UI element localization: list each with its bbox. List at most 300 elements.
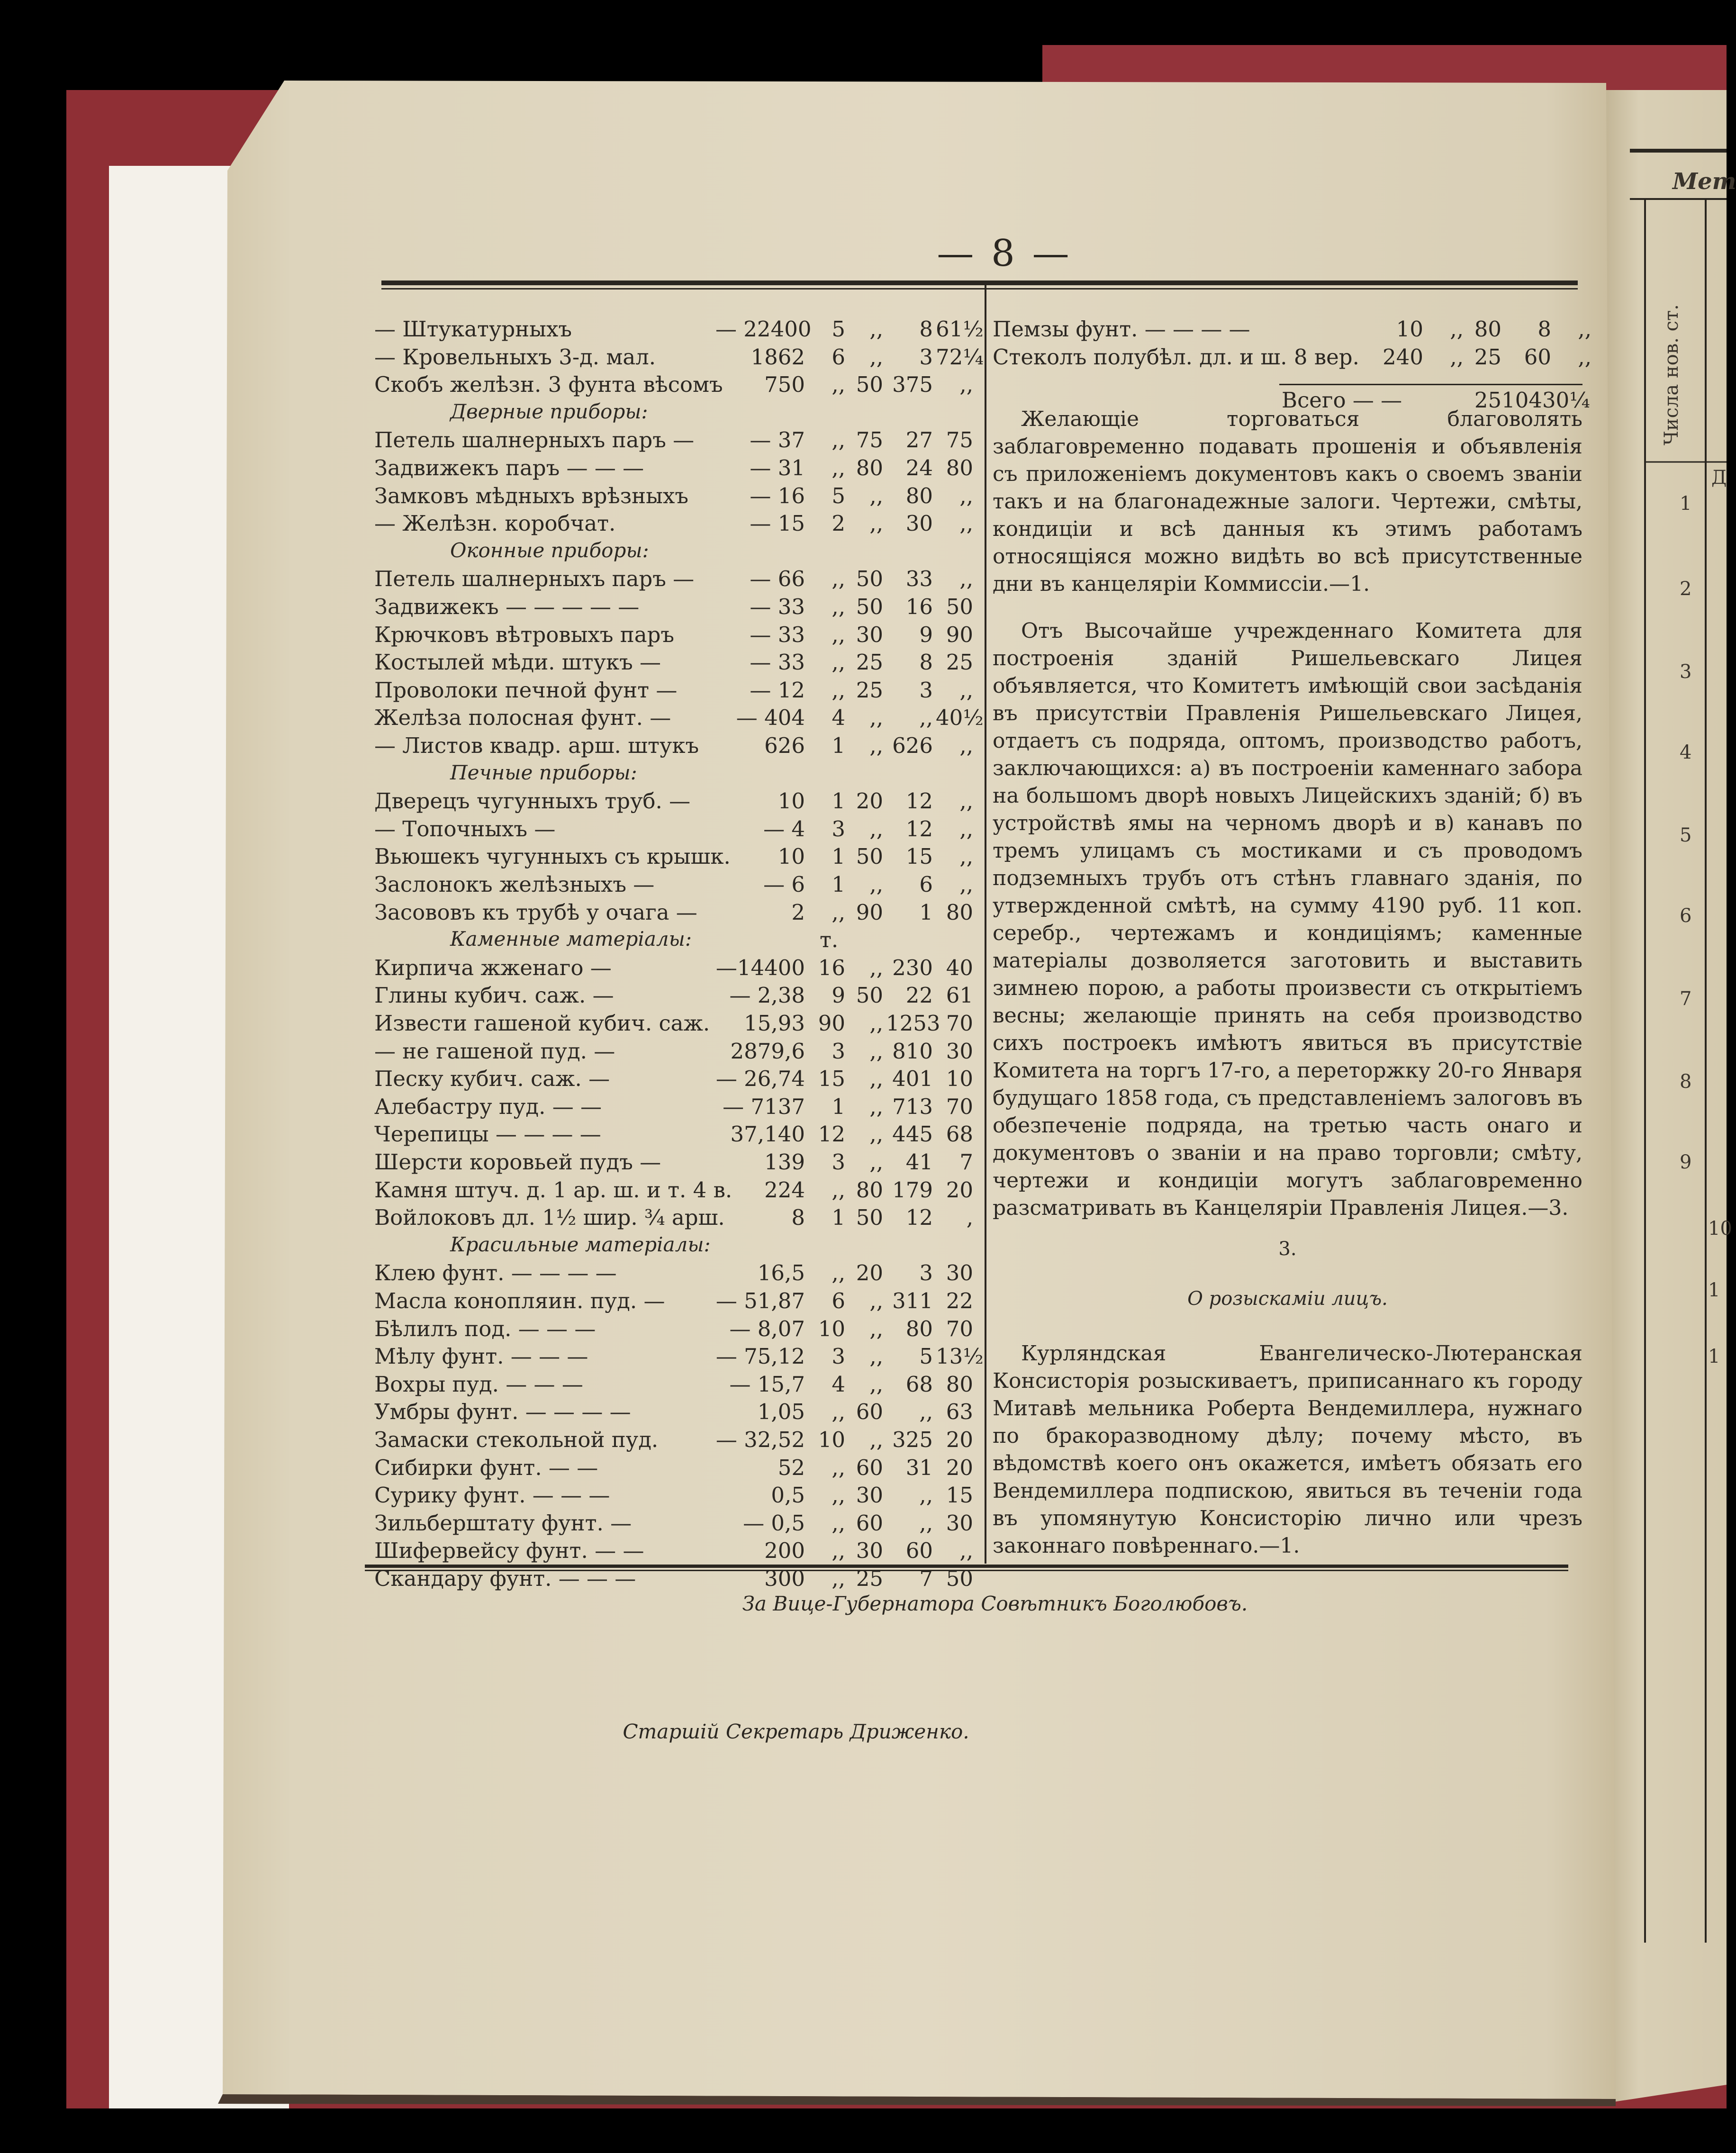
cell-kp: 60 <box>856 1399 883 1425</box>
cell-kp: 50 <box>856 844 883 869</box>
cell-sr: 33 <box>905 566 933 592</box>
cell-rb: 1 <box>832 1094 845 1119</box>
cell-sr: ,, <box>919 705 933 731</box>
item-name: Глины кубич. саж. — <box>374 983 614 1008</box>
cell-qty: — 31 <box>750 455 805 480</box>
cell-qty: 200 <box>764 1538 805 1564</box>
cell-rb: ,, <box>832 1455 845 1480</box>
next-page-row-number: 8 <box>1680 1071 1692 1093</box>
cell-sk: ,, <box>959 733 973 758</box>
item-name: Зильберштату фунт. — <box>374 1510 632 1536</box>
table-row <box>374 788 976 816</box>
cell-kp: ,, <box>869 1288 883 1313</box>
table-row <box>374 1122 976 1149</box>
cell-sr: 626 <box>892 733 933 758</box>
cell-sk: 15 <box>946 1483 973 1508</box>
cell-rb: 1 <box>832 1205 845 1230</box>
next-page-row-number: 10 <box>1708 1218 1732 1239</box>
cell-rb: ,, <box>1450 344 1464 370</box>
item-name: Войлоковъ дл. 1½ шир. ¾ арш. <box>374 1205 725 1230</box>
cell-kp: 50 <box>856 594 883 619</box>
item-name: — Топочныхъ — <box>374 816 556 841</box>
cell-qty: — 6 <box>763 872 805 897</box>
cell-sk: 80 <box>946 899 973 925</box>
next-page-row-number: 3 <box>1680 661 1692 683</box>
next-page-row-number: 9 <box>1680 1151 1692 1173</box>
cell-kp: ,, <box>869 872 883 897</box>
cell-sk: ,, <box>959 511 973 536</box>
table-row <box>374 1177 976 1205</box>
table-row <box>374 1205 976 1232</box>
cell-kp: 50 <box>856 566 883 592</box>
cell-sr: 80 <box>905 1316 933 1341</box>
cell-rb: ,, <box>832 566 845 592</box>
cell-rb: 90 <box>818 1011 845 1036</box>
cell-kp: 50 <box>856 983 883 1008</box>
item-name: Бѣлилъ под. — — — <box>374 1316 596 1341</box>
cell-rb: 1 <box>832 733 845 758</box>
next-page-header: Мет <box>1673 168 1736 195</box>
table-row <box>374 1372 976 1399</box>
cell-sr: 375 <box>892 372 933 398</box>
table-row <box>374 1066 976 1094</box>
cell-sr: 12 <box>905 816 933 841</box>
cell-qty: 10 <box>778 844 805 869</box>
cell-rb: 9 <box>832 983 845 1008</box>
cell-kp: 25 <box>856 677 883 703</box>
cell-sk: 61 <box>946 983 973 1008</box>
table-row <box>993 317 1591 344</box>
item-name: Умбры фунт. — — — — <box>374 1399 631 1425</box>
next-page-col-fragment: Д <box>1711 467 1727 488</box>
cell-rb: ,, <box>832 1260 845 1286</box>
total-label: Всего — — <box>1282 388 1402 413</box>
cell-rb: ,, <box>832 1510 845 1536</box>
table-row <box>374 705 984 733</box>
cell-sk: 70 <box>946 1094 973 1119</box>
unit-mark: т. <box>820 927 839 953</box>
cell-sr: 7 <box>919 1566 933 1591</box>
total-value: 25104 <box>1474 388 1542 413</box>
cell-qty: — 15,7 <box>729 1371 805 1397</box>
cell-qty: 37,140 <box>730 1122 805 1147</box>
cell-kp: ,, <box>869 733 883 758</box>
table-row <box>374 1039 976 1066</box>
cell-rb: 10 <box>818 1427 845 1452</box>
table-row <box>374 1260 976 1288</box>
cell-sr: 60 <box>1524 344 1551 370</box>
cell-rb: 6 <box>832 344 845 370</box>
item-name: Замковъ мѣдныхъ врѣзныхъ <box>374 483 688 508</box>
cell-kp: 50 <box>856 372 883 398</box>
cell-kp: 30 <box>856 1538 883 1564</box>
cell-qty: 2879,6 <box>730 1038 805 1064</box>
cell-sr: 5 <box>919 1344 933 1369</box>
cell-sr: 41 <box>905 1149 933 1175</box>
section-title: Оконные приборы: <box>450 538 649 562</box>
cell-rb: 4 <box>832 705 845 731</box>
cell-qty: 0,5 <box>771 1483 805 1508</box>
table-row <box>374 566 976 594</box>
table-row <box>374 1566 976 1593</box>
cell-sk: ,, <box>959 1538 973 1564</box>
notice-bidding-instructions: Желающіе торговаться благоволять заблаговременно подавать прошенія и объявленія съ приложеніемъ документовъ какъ о своемъ званіи такъ и на благонадежные залоги. Чертежи, смѣты, кондиціи и всѣ данныя къ этимъ работамъ относящіяся можно видѣть во всѣ присутственные дни въ канцеляріи Коммиссіи.—1. <box>993 407 1582 596</box>
table-row <box>374 955 976 983</box>
cell-sk: , <box>966 1205 973 1230</box>
cell-sr: 179 <box>892 1177 933 1203</box>
cell-sk: 25 <box>946 650 973 675</box>
cell-kp: ,, <box>869 1316 883 1341</box>
cell-sr: 401 <box>892 1066 933 1092</box>
cell-qty: — 66 <box>750 566 805 592</box>
table-row <box>374 983 976 1010</box>
cell-sr: ,, <box>919 1483 933 1508</box>
cell-qty: 52 <box>778 1455 805 1480</box>
item-name: Скобъ желѣзн. 3 фунта вѣсомъ <box>374 372 723 398</box>
cell-sr: 31 <box>905 1455 933 1480</box>
section-heading <box>374 400 976 427</box>
cell-sk: ,, <box>959 677 973 703</box>
cell-sk: ,, <box>959 788 973 814</box>
cell-qty: — 4 <box>763 816 805 841</box>
table-row <box>993 344 1591 372</box>
cell-rb: ,, <box>832 427 845 453</box>
cell-kp: ,, <box>869 1427 883 1452</box>
cell-rb: ,, <box>832 650 845 675</box>
cell-sk: ,, <box>1578 317 1591 342</box>
cell-rb: 1 <box>832 788 845 814</box>
item-name: Извести гашеной кубич. саж. <box>374 1011 710 1036</box>
item-name: Сибирки фунт. — — <box>374 1455 598 1480</box>
cell-kp: ,, <box>869 705 883 731</box>
cell-sr: ,, <box>919 1510 933 1536</box>
cell-qty: —14400 <box>715 955 805 980</box>
cell-sk: 80 <box>946 455 973 480</box>
cell-sr: 8 <box>919 317 933 342</box>
item-name: Стеколъ полубѣл. дл. и ш. 8 вер. <box>993 344 1359 370</box>
table-row <box>374 900 976 927</box>
table-row <box>374 1011 976 1038</box>
item-name: Кирпича жженаго — <box>374 955 612 980</box>
table-row <box>374 622 976 650</box>
table-row <box>374 1288 976 1316</box>
cell-sk: 22 <box>946 1288 973 1313</box>
cell-sr: ,, <box>919 1399 933 1425</box>
cell-sk: 75 <box>946 427 973 453</box>
cell-kp: 25 <box>856 1566 883 1591</box>
cell-rb: 3 <box>832 1149 845 1175</box>
item-name: Задвижекъ паръ — — — <box>374 455 644 480</box>
cell-qty: — 33 <box>750 622 805 647</box>
notice-richelieu-lyceum: Отъ Высочайше учрежденнаго Комитета для построенія зданій Ришельевскаго Лицея объявляется, что Комитетъ имѣющій свои засѣданія въ присутствіи Правленія Ришельевскаго Лицея, отдаетъ съ подряда, оптомъ, производство работъ, заключающихся: а) въ построеніи каменнаго забора на большомъ дворѣ новыхъ Лицейскихъ зданій; б) въ устройствѣ ямы на черномъ дворѣ и в) канавъ по тремъ улицамъ съ мостиками и съ проводомъ подземныхъ трубъ отъ стѣнъ главнаго зданія, по утвержденной смѣтѣ, на сумму 4190 руб. 11 коп. серебр., чертежамъ и кондиціямъ; каменные матеріалы дозволяется заготовить и выставить зимнею порою, а работы произвести съ открытіемъ весны; желающіе принять на себя производство сихъ построекъ имѣютъ явиться въ присутствіе Комитета на торгъ 17-го, а переторжку 20-го Января будущаго 1858 года, съ представленіемъ залоговъ въ обезпеченіе подряда, на третью часть онаго и документовъ о званіи и на право торговли; смѣту, чертежи и кондиціи могутъ заблаговременно разсматривать въ Канцеляріи Правленія Лицея.—3. <box>993 619 1582 1220</box>
section-heading <box>374 1233 976 1260</box>
cell-qty: — 12 <box>750 677 805 703</box>
section-title: Красильные матеріалы: <box>450 1232 711 1256</box>
section-title: Печные приборы: <box>450 760 637 784</box>
total-kop: 30¼ <box>1542 388 1590 413</box>
cell-qty: — 0,5 <box>743 1510 805 1536</box>
item-name: — Листов квадр. арш. штукъ <box>374 733 699 758</box>
cell-kp: 20 <box>856 788 883 814</box>
item-name: Клею фунт. — — — — <box>374 1260 617 1286</box>
cell-kp: ,, <box>869 1038 883 1064</box>
signature-secretary: Старшій Секретарь Дриженко. <box>623 1720 969 1743</box>
cell-sk: 40 <box>946 955 973 980</box>
section-heading <box>374 539 976 566</box>
cell-sk: ,, <box>959 566 973 592</box>
cell-sr: 12 <box>905 1205 933 1230</box>
cell-sr: 311 <box>892 1288 933 1313</box>
next-page-rotated-label: Числа нов. ст. <box>1661 304 1682 445</box>
top-thin-rule <box>381 288 1578 289</box>
next-page-row-number: 2 <box>1680 578 1692 600</box>
cell-sr: 16 <box>905 594 933 619</box>
cell-sk: 72¼ <box>936 344 984 370</box>
table-row <box>374 1455 976 1483</box>
cell-rb: ,, <box>832 1538 845 1564</box>
section-heading <box>374 927 976 955</box>
cell-qty: 224 <box>764 1177 805 1203</box>
cell-sk: 20 <box>946 1427 973 1452</box>
cell-sk: 50 <box>946 1566 973 1591</box>
cell-qty: — 15 <box>750 511 805 536</box>
table-row <box>374 1511 976 1538</box>
cell-qty: — 75,12 <box>715 1344 805 1369</box>
cell-kp: ,, <box>869 1371 883 1397</box>
cell-qty: — 33 <box>750 594 805 619</box>
table-row <box>374 816 976 844</box>
cell-qty: 750 <box>764 372 805 398</box>
table-row <box>374 1427 976 1455</box>
cell-kp: ,, <box>869 955 883 980</box>
item-name: Петель шалнерныхъ паръ — <box>374 427 695 453</box>
cell-sr: 27 <box>905 427 933 453</box>
cell-rb: ,, <box>832 1399 845 1425</box>
item-name: Скандару фунт. — — — <box>374 1566 636 1591</box>
item-name: Песку кубич. саж. — <box>374 1066 610 1092</box>
cell-sr: 9 <box>919 622 933 647</box>
cell-rb: ,, <box>832 1483 845 1508</box>
cell-sr: 8 <box>1537 317 1551 342</box>
item-name: Пемзы фунт. — — — — <box>993 317 1250 342</box>
cell-kp: 60 <box>856 1455 883 1480</box>
cell-qty: 8 <box>791 1205 805 1230</box>
next-page-row-number: 4 <box>1680 742 1692 763</box>
cell-rb: ,, <box>832 622 845 647</box>
cell-qty: 15,93 <box>744 1011 805 1036</box>
cell-qty: 300 <box>764 1566 805 1591</box>
table-row <box>374 1399 976 1427</box>
item-name: Мѣлу фунт. — — — <box>374 1344 588 1369</box>
table-row <box>374 317 984 344</box>
item-name: Проволоки печной фунт — <box>374 677 678 703</box>
cell-qty: 240 <box>1383 344 1423 370</box>
section-title: Дверные приборы: <box>450 399 648 423</box>
cell-sk: 7 <box>959 1149 973 1175</box>
cell-sk: 80 <box>946 1371 973 1397</box>
cell-sk: 20 <box>946 1177 973 1203</box>
cell-sr: 8 <box>919 650 933 675</box>
table-row <box>374 427 976 455</box>
item-name: Желѣза полосная фунт. — <box>374 705 671 731</box>
cell-kp: ,, <box>869 511 883 536</box>
cell-rb: 6 <box>832 1288 845 1313</box>
cell-qty: 626 <box>764 733 805 758</box>
table-row <box>374 1483 976 1510</box>
section-title-search-persons: О розыскаміи лицъ. <box>1187 1288 1388 1310</box>
cell-qty: 139 <box>764 1149 805 1175</box>
cell-qty: — 7137 <box>723 1094 805 1119</box>
cell-kp: 80 <box>1474 317 1501 342</box>
cell-sr: 6 <box>919 872 933 897</box>
table-row <box>374 594 976 622</box>
item-name: Замаски стекольной пуд. <box>374 1427 659 1452</box>
cell-sr: 713 <box>892 1094 933 1119</box>
cell-sk: 63 <box>946 1399 973 1425</box>
section-title: Каменные матеріалы: <box>450 927 692 951</box>
cell-sk: 70 <box>946 1316 973 1341</box>
cell-rb: ,, <box>832 594 845 619</box>
item-name: Задвижекъ — — — — — <box>374 594 640 619</box>
cell-sk: 90 <box>946 622 973 647</box>
cell-sr: 1 <box>919 899 933 925</box>
cell-rb: 5 <box>832 483 845 508</box>
cell-rb: 15 <box>818 1066 845 1092</box>
cell-sr: 68 <box>905 1371 933 1397</box>
cell-qty: — 33 <box>750 650 805 675</box>
page-number: — 8 — <box>937 232 1072 275</box>
cell-qty: — 404 <box>736 705 805 731</box>
cell-kp: ,, <box>869 1011 883 1036</box>
cell-qty: 10 <box>1396 317 1423 342</box>
item-name: Шерсти коровьей пудъ — <box>374 1149 661 1175</box>
cell-sr: 810 <box>892 1038 933 1064</box>
right-column <box>993 317 1591 1596</box>
table-row <box>374 1149 976 1177</box>
cell-sk: 40½ <box>936 705 984 731</box>
cell-kp: ,, <box>869 483 883 508</box>
item-name: Костылей мѣди. штукъ — <box>374 650 661 675</box>
cell-kp: ,, <box>869 1122 883 1147</box>
next-page-row-number: 7 <box>1680 988 1692 1010</box>
cell-rb: ,, <box>832 1566 845 1591</box>
cell-qty: — 22400 <box>715 317 812 342</box>
cell-kp: 90 <box>856 899 883 925</box>
table-row <box>374 872 976 899</box>
cell-qty: 16,5 <box>757 1260 805 1286</box>
cell-sr: 3 <box>919 344 933 370</box>
cell-kp: 75 <box>856 427 883 453</box>
cell-kp: ,, <box>869 1344 883 1369</box>
item-name: Засововъ къ трубѣ у очага — <box>374 899 697 925</box>
item-name: Черепицы — — — — <box>374 1122 601 1147</box>
cell-sr: 24 <box>905 455 933 480</box>
cell-rb: 5 <box>832 317 845 342</box>
cell-kp: ,, <box>869 317 883 342</box>
cell-rb: ,, <box>1450 317 1464 342</box>
cell-kp: 20 <box>856 1260 883 1286</box>
cell-rb: 4 <box>832 1371 845 1397</box>
cell-rb: 3 <box>832 816 845 841</box>
cell-qty: 1862 <box>750 344 805 370</box>
cell-kp: 25 <box>1474 344 1501 370</box>
cell-qty: — 26,74 <box>715 1066 805 1092</box>
cell-sr: 3 <box>919 677 933 703</box>
cell-sk: 30 <box>946 1510 973 1536</box>
cell-kp: 30 <box>856 1483 883 1508</box>
cell-sk: 30 <box>946 1038 973 1064</box>
table-row <box>374 650 976 677</box>
cell-sr: 325 <box>892 1427 933 1452</box>
cell-sr: 12 <box>905 788 933 814</box>
item-name: — Кровельныхъ 3-д. мал. <box>374 344 656 370</box>
table-row <box>374 844 976 871</box>
cell-sk: 30 <box>946 1260 973 1286</box>
column-divider <box>985 284 986 1564</box>
cell-rb: ,, <box>832 1177 845 1203</box>
cell-kp: ,, <box>869 1094 883 1119</box>
notice-courland-consistory: Курляндская Евангелическо-Лютеранская Консисторія розыскиваетъ, приписаннаго къ городу Митавѣ мельника Роберта Вендемиллера, нужнаго по бракоразводному дѣлу; почему мѣсто, въ вѣдомствѣ коего онъ окажется, имѣетъ обязать его Вендемиллера подпискою, явиться въ теченіи года въ упомянутую Консисторію лично или чрезъ законнаго повѣреннаго.—1. <box>993 1341 1582 1558</box>
cell-qty: 1,05 <box>757 1399 805 1425</box>
table-row <box>374 1094 976 1122</box>
item-name: Петель шалнерныхъ паръ — <box>374 566 695 592</box>
table-row <box>374 1538 976 1565</box>
next-page-row-number: 5 <box>1680 824 1692 846</box>
item-name: Заслонокъ желѣзныхъ — <box>374 872 655 897</box>
cell-sr: 15 <box>905 844 933 869</box>
table-row <box>374 1316 976 1344</box>
cell-qty: — 8,07 <box>729 1316 805 1341</box>
cell-sk: 10 <box>946 1066 973 1092</box>
cell-kp: 60 <box>856 1510 883 1536</box>
cell-rb: 3 <box>832 1344 845 1369</box>
cell-rb: 2 <box>832 511 845 536</box>
table-row <box>374 511 976 538</box>
cell-qty: 2 <box>791 899 805 925</box>
materials-table <box>374 317 984 1596</box>
cell-sr: 3 <box>919 1260 933 1286</box>
table-row <box>374 372 976 399</box>
cell-sk: ,, <box>959 816 973 841</box>
next-page-row-number: 1 <box>1680 493 1692 515</box>
cell-kp: ,, <box>869 344 883 370</box>
top-double-rule <box>381 280 1578 285</box>
cell-rb: ,, <box>832 899 845 925</box>
item-name: Сурику фунт. — — — <box>374 1483 610 1508</box>
cell-rb: ,, <box>832 455 845 480</box>
cell-sk: 50 <box>946 594 973 619</box>
cell-sr: 230 <box>892 955 933 980</box>
section-heading <box>374 761 976 788</box>
cell-qty: — 16 <box>750 483 805 508</box>
next-page-row-number: 6 <box>1680 905 1692 927</box>
cell-kp: ,, <box>869 1149 883 1175</box>
cell-sk: ,, <box>959 872 973 897</box>
cell-sk: ,, <box>959 844 973 869</box>
table-row <box>374 344 984 372</box>
item-name: Дверецъ чугунныхъ труб. — <box>374 788 691 814</box>
cell-qty: — 2,38 <box>729 983 805 1008</box>
cell-qty: — 32,52 <box>715 1427 805 1452</box>
cell-rb: 1 <box>832 844 845 869</box>
cell-kp: ,, <box>869 816 883 841</box>
cell-sk: ,, <box>959 483 973 508</box>
cell-sk: ,, <box>959 372 973 398</box>
next-page-row-number: 1 <box>1708 1279 1720 1301</box>
next-page-row-number: 1 <box>1708 1346 1720 1367</box>
cell-sr: 60 <box>905 1538 933 1564</box>
signature-vice-governor: За Вице-Губернатора Совѣтникъ Боголюбовъ. <box>742 1592 1248 1615</box>
